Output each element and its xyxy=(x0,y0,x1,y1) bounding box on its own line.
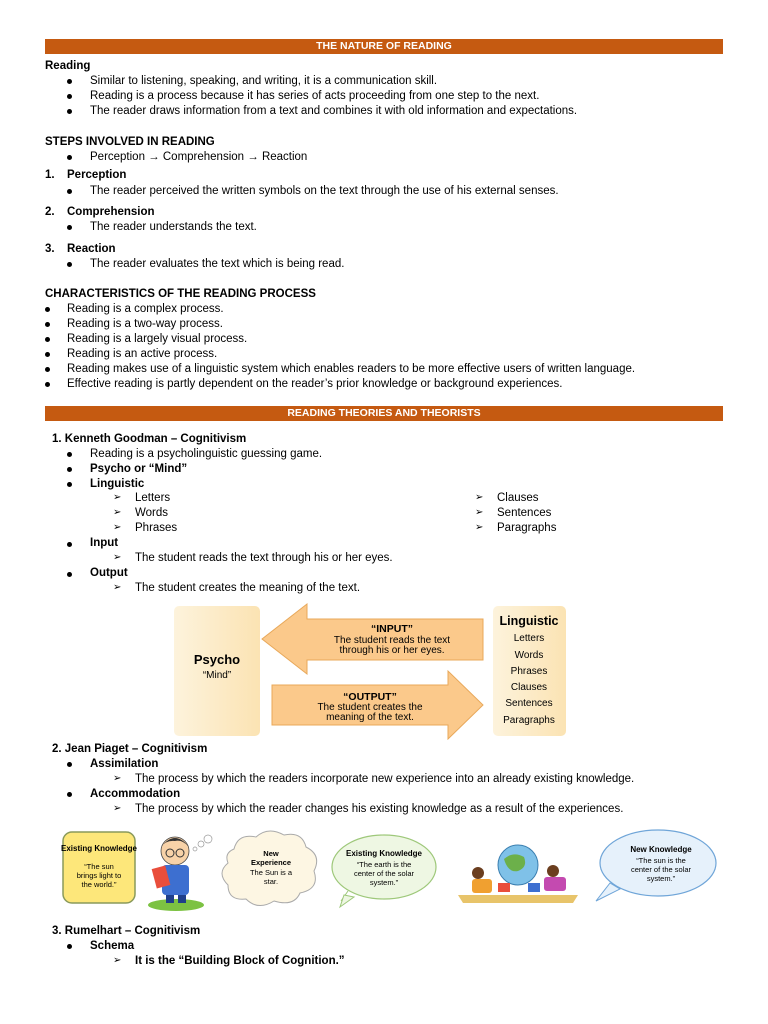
bullet-icon xyxy=(67,94,72,99)
psycholinguistic-diagram xyxy=(170,602,570,740)
bullet-icon xyxy=(45,307,50,312)
goodman-bullet: Psycho or “Mind” xyxy=(90,463,188,475)
linguistic-item: Words xyxy=(135,507,169,519)
step-title: Comprehension xyxy=(67,206,155,218)
box-line: brings light to xyxy=(76,871,122,880)
theorist-title-piaget: 2. Jean Piaget – Cognitivism xyxy=(52,743,208,755)
step-title: Reaction xyxy=(67,243,116,255)
bubble-line: center of the solar xyxy=(630,865,692,874)
cloud-line: star. xyxy=(263,877,279,886)
input-text: The student reads the text through his or her eyes. xyxy=(135,552,393,564)
assimilation-text: The process by which the readers incorporate new experience into an already existing knowledge. xyxy=(135,773,635,785)
linguistic-box-item: Sentences xyxy=(505,698,553,709)
input-arrow-line: The student reads the text xyxy=(333,635,451,646)
bullet-icon xyxy=(67,452,72,457)
bullet-icon xyxy=(67,155,72,160)
accommodation-label: Accommodation xyxy=(90,788,181,800)
accommodation-text: The process by which the reader changes his existing knowledge as a result of the experiences. xyxy=(135,803,624,815)
linguistic-box-item: Words xyxy=(514,650,544,661)
linguistic-item: Paragraphs xyxy=(497,522,557,534)
step-number: 3. xyxy=(45,243,55,255)
bullet-icon xyxy=(67,482,72,487)
bullet-icon xyxy=(67,542,72,547)
arrow-bullet-icon: ➢ xyxy=(113,803,122,814)
step-text: The reader perceived the written symbols on the text through the use of his external senses. xyxy=(90,185,559,197)
input-arrow-title: “INPUT” xyxy=(371,623,413,635)
characteristic-item: Reading is a largely visual process. xyxy=(67,333,248,345)
box-line: “The sun xyxy=(84,862,114,871)
characteristic-item: Reading is an active process. xyxy=(67,348,218,360)
arrow-bullet-icon: ➢ xyxy=(475,492,484,503)
bubble-line: “The sun is the xyxy=(636,856,686,865)
bubble-line: system.” xyxy=(369,878,399,887)
cloud-line: New xyxy=(263,849,279,858)
bullet-icon xyxy=(67,572,72,577)
bullet-icon xyxy=(67,762,72,767)
psycho-sub: “Mind” xyxy=(202,670,232,681)
bullet-icon xyxy=(45,382,50,387)
schema-text: It is the “Building Block of Cognition.” xyxy=(135,955,345,967)
arrow-bullet-icon: ➢ xyxy=(475,522,484,533)
bullet-icon xyxy=(67,109,72,114)
arrow-bullet-icon: ➢ xyxy=(113,955,122,966)
output-label: Output xyxy=(90,567,128,579)
bubble-line: “The earth is the xyxy=(356,860,412,869)
arrow-bullet-icon: ➢ xyxy=(113,773,122,784)
linguistic-item: Sentences xyxy=(497,507,552,519)
characteristic-item: Reading makes use of a linguistic system which enables readers to be more effective users of written language. xyxy=(67,363,636,375)
schema-label: Schema xyxy=(90,940,135,952)
arrow-bullet-icon: ➢ xyxy=(113,552,122,563)
bullet-icon xyxy=(67,189,72,194)
linguistic-box-item: Phrases xyxy=(510,666,548,677)
piaget-diagram xyxy=(58,823,722,915)
output-arrow-title: “OUTPUT” xyxy=(343,691,397,703)
arrow-bullet-icon: ➢ xyxy=(475,507,484,518)
input-arrow-line: through his or her eyes. xyxy=(339,645,445,656)
bubble-title: Existing Knowledge xyxy=(345,849,423,858)
steps-heading: STEPS INVOLVED IN READING xyxy=(45,136,215,148)
steps-flow: Perception → Comprehension → Reaction xyxy=(90,151,308,163)
theorist-title-rumelhart: 3. Rumelhart – Cognitivism xyxy=(52,925,201,937)
step-title: Perception xyxy=(67,169,127,181)
bullet-icon xyxy=(67,262,72,267)
goodman-bullet: Linguistic xyxy=(90,478,145,490)
characteristic-item: Effective reading is partly dependent on the reader’s prior knowledge or background experiences. xyxy=(67,378,563,390)
linguistic-box-item: Paragraphs xyxy=(503,715,555,726)
reading-boy-icon xyxy=(148,835,212,911)
section-banner-nature: THE NATURE OF READING xyxy=(45,39,723,54)
bullet-icon xyxy=(45,337,50,342)
bubble-title: New Knowledge xyxy=(630,845,692,854)
linguistic-item: Clauses xyxy=(497,492,539,504)
arrow-bullet-icon: ➢ xyxy=(113,522,122,533)
linguistic-item: Phrases xyxy=(135,522,178,534)
bubble-line: system.” xyxy=(646,874,676,883)
section-banner-theories: READING THEORIES AND THEORISTS xyxy=(45,406,723,421)
bullet-icon xyxy=(67,792,72,797)
step-text: The reader evaluates the text which is being read. xyxy=(90,258,345,270)
bullet-icon xyxy=(45,367,50,372)
step-number: 1. xyxy=(45,169,55,181)
linguistic-box-item: Letters xyxy=(513,633,545,644)
reading-bullet: Similar to listening, speaking, and writing, it is a communication skill. xyxy=(90,75,438,87)
box-line: the world.” xyxy=(81,880,117,889)
step-number: 2. xyxy=(45,206,55,218)
bullet-icon xyxy=(67,944,72,949)
input-label: Input xyxy=(90,537,119,549)
reading-bullet: The reader draws information from a text and combines it with old information and expectations. xyxy=(90,105,578,117)
box-title: Existing Knowledge xyxy=(60,844,138,853)
children-reading-globe-icon xyxy=(458,845,578,903)
output-text: The student creates the meaning of the text. xyxy=(135,582,361,594)
arrow-bullet-icon: ➢ xyxy=(113,507,122,518)
arrow-bullet-icon: ➢ xyxy=(113,582,122,593)
bullet-icon xyxy=(45,322,50,327)
characteristic-item: Reading is a complex process. xyxy=(67,303,224,315)
linguistic-box-item: Clauses xyxy=(510,682,548,693)
characteristics-heading: CHARACTERISTICS OF THE READING PROCESS xyxy=(45,288,316,300)
linguistic-item: Letters xyxy=(135,492,171,504)
assimilation-label: Assimilation xyxy=(90,758,159,770)
bubble-line: center of the solar xyxy=(353,869,415,878)
theorist-title-goodman: 1. Kenneth Goodman – Cognitivism xyxy=(52,433,247,445)
characteristic-item: Reading is a two-way process. xyxy=(67,318,223,330)
cloud-line: The Sun is a xyxy=(249,868,293,877)
reading-heading: Reading xyxy=(45,60,91,72)
output-arrow-line: The student creates the xyxy=(317,702,423,713)
bullet-icon xyxy=(67,225,72,230)
output-arrow-line: meaning of the text. xyxy=(326,712,414,723)
bullet-icon xyxy=(67,79,72,84)
reading-bullet: Reading is a process because it has series of acts proceeding from one step to the next. xyxy=(90,90,540,102)
step-text: The reader understands the text. xyxy=(90,221,257,233)
bullet-icon xyxy=(67,467,72,472)
arrow-bullet-icon: ➢ xyxy=(113,492,122,503)
cloud-line: Experience xyxy=(250,858,292,867)
bullet-icon xyxy=(45,352,50,357)
linguistic-box-title: Linguistic xyxy=(499,614,559,628)
goodman-bullet: Reading is a psycholinguistic guessing game. xyxy=(90,448,323,460)
psycho-title: Psycho xyxy=(193,652,241,667)
